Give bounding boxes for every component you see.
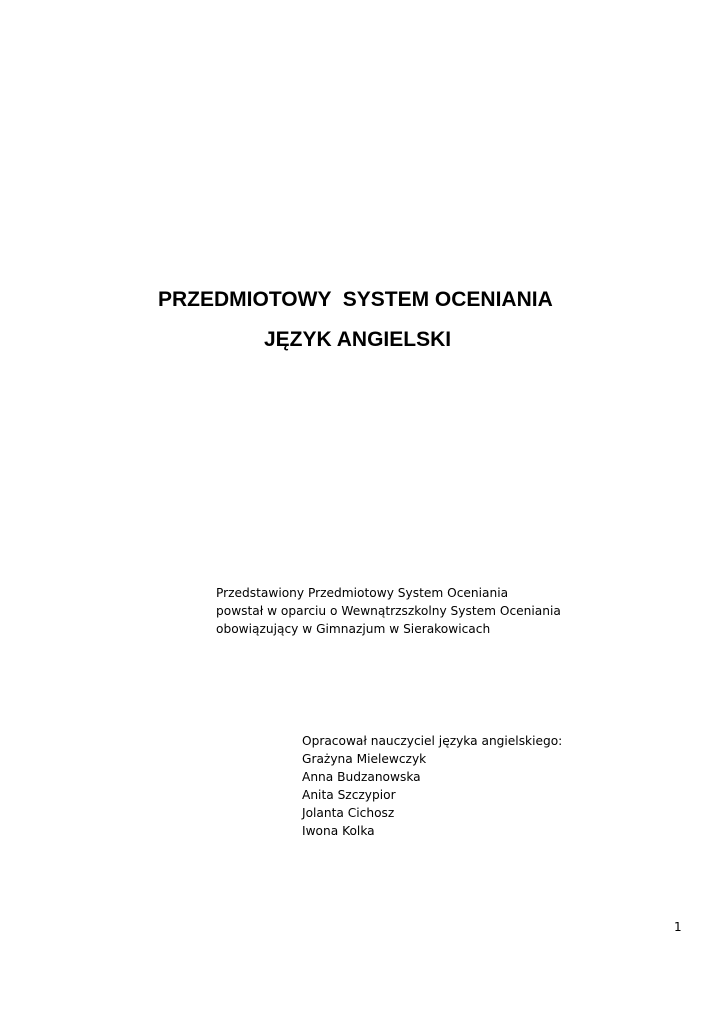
author-name: Anna Budzanowska (302, 770, 421, 784)
authors-heading: Opracował nauczyciel języka angielskiego: (302, 734, 563, 748)
author-name: Anita Szczypior (302, 788, 396, 802)
authors-block (302, 732, 562, 840)
document-title-line-2: JĘZYK ANGIELSKI (264, 328, 452, 351)
intro-paragraph (216, 584, 561, 638)
intro-line: Przedstawiony Przedmiotowy System Oceniania (216, 586, 509, 600)
intro-line: obowiązujący w Gimnazjum w Sierakowicach (216, 622, 491, 636)
document-title-line-1: PRZEDMIOTOWY SYSTEM OCENIANIA (158, 288, 553, 311)
page-number: 1 (674, 920, 682, 934)
intro-line: powstał w oparciu o Wewnątrzszkolny System Oceniania (216, 604, 561, 618)
author-name: Jolanta Cichosz (302, 806, 395, 820)
author-name: Grażyna Mielewczyk (302, 752, 427, 766)
author-name: Iwona Kolka (302, 824, 375, 838)
